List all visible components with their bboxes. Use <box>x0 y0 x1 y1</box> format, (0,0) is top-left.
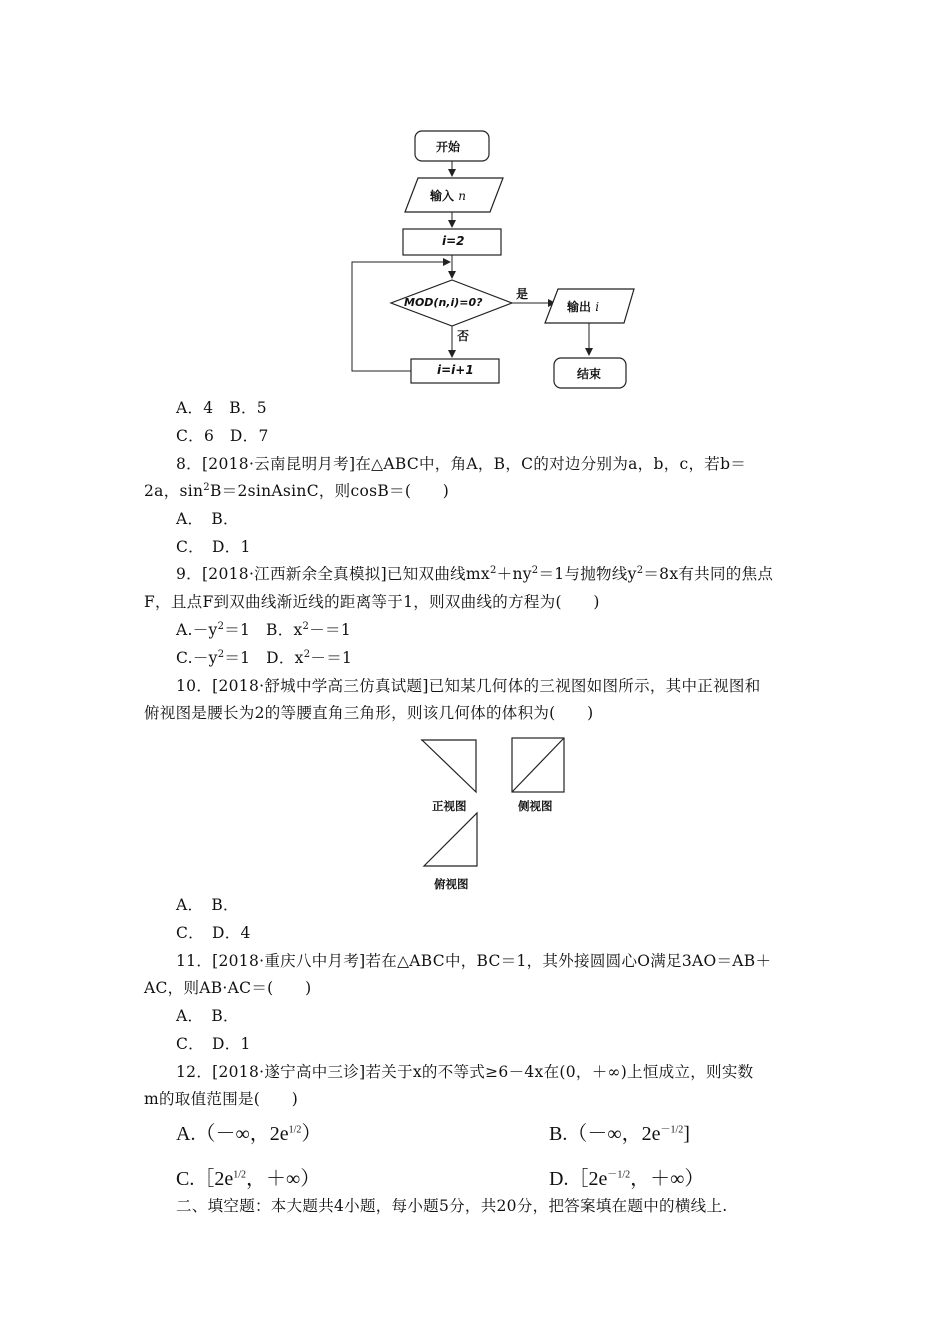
front-view-label: 正视图 <box>432 799 467 813</box>
top-view-triangle <box>424 813 477 866</box>
q9-stem-line1: 9．[2018·江西新余全真模拟]已知双曲线$mx^2+ny^2=1$与抛物线$y^2=8x$有共同的焦点 <box>176 564 774 583</box>
section2-heading: 二、填空题：本大题共4小题，每小题5分，共20分，把答案填在题中的横线上. <box>176 1197 728 1215</box>
flowchart-input-label: 输入 n <box>430 189 466 203</box>
q12-option-a: A.（－∞，$2e^{1/2}$） <box>176 1123 322 1145</box>
q11-stem-line2: AC，则AB·AC＝( ) <box>144 979 312 997</box>
flowchart-init-label: i=2 <box>442 234 465 248</box>
flowchart-end-label: 结束 <box>577 367 602 381</box>
q10-options-ab: A． B． <box>176 896 239 914</box>
q12-option-d: $D.[2e^{-1/2}$，＋∞） <box>549 1168 705 1190</box>
q10-stem-line2: 俯视图是腰长为2的等腰直角三角形，则该几何体的体积为( ) <box>144 704 594 722</box>
q10-stem-line1: 10．[2018·舒城中学高三仿真试题]已知某几何体的三视图如图所示，其中正视图和 <box>176 677 761 695</box>
q7-options-cd: C．6 D．7 <box>176 427 269 445</box>
flowchart-output-label: 输出 i <box>567 300 600 314</box>
q9-options-ab: $A.-y^2=1$ B．$x^2-=1$ <box>176 620 351 639</box>
side-view-label: 侧视图 <box>518 799 553 813</box>
q11-stem-line1: 11．[2018·重庆八中月考]若在△ABC中，BC＝1，其外接圆圆心O满足3AO＝AB＋ <box>176 952 772 970</box>
q8-stem-line1: 8．[2018·云南昆明月考]在△ABC中，角A，B，C的对边分别为a，b，c，若b＝ <box>176 455 747 473</box>
side-view-square <box>512 738 564 792</box>
top-view-label: 俯视图 <box>434 877 469 891</box>
q12-stem-line1: 12．[2018·遂宁高中三诊]若关于x的不等式≥6－4x在(0，＋∞)上恒成立，则实数 <box>176 1063 754 1081</box>
q12-option-c: $C.[2e^{1/2}$，＋∞） <box>176 1168 321 1190</box>
q8-stem-line2: 2a，$\sin^2B=2sinAsinC$，则cosB＝( ) <box>144 481 450 500</box>
side-view-diagonal <box>512 738 564 792</box>
flowchart-no-label: 否 <box>457 329 470 343</box>
flowchart-increment-label: i=i+1 <box>437 363 474 377</box>
front-view-triangle <box>422 740 476 792</box>
q10-options-cd: C． D．4 <box>176 924 251 942</box>
q8-options-cd: C． D．1 <box>176 538 251 556</box>
flowchart-condition-label: MOD(n,i)=0? <box>404 296 483 309</box>
q7-options-ab: A．4 B．5 <box>176 399 267 417</box>
flowchart-yes-label: 是 <box>516 287 529 301</box>
q11-options-ab: A． B． <box>176 1007 239 1025</box>
q8-options-ab: A． B． <box>176 510 239 528</box>
q11-options-cd: C． D．1 <box>176 1035 251 1053</box>
q9-stem-line2: F，且点F到双曲线渐近线的距离等于1，则双曲线的方程为( ) <box>144 593 600 611</box>
flowchart <box>0 0 950 400</box>
q12-stem-line2: m的取值范围是( ) <box>144 1090 299 1108</box>
flowchart-start-label: 开始 <box>436 140 461 154</box>
q9-options-cd: $C.-y^2=1$ D．$x^2-=1$ <box>176 648 353 667</box>
q12-option-b: B.（－∞，$2e^{-1/2}$] <box>549 1123 690 1145</box>
